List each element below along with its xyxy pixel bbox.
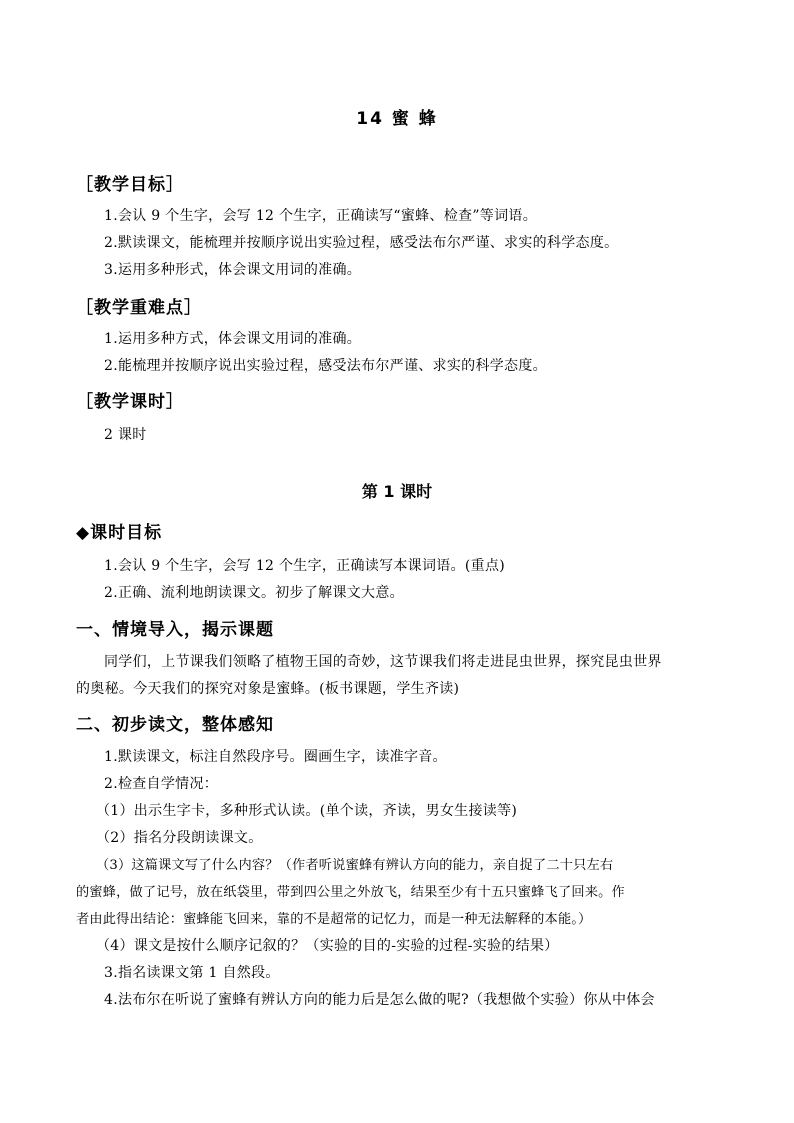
objective-item-2: 2.默读课文，能梳理并按顺序说出实验过程，感受法布尔严谨、求实的科学态度。 (104, 235, 619, 251)
section1-para-line-2: 的奥秘。今天我们的探究对象是蜜蜂。(板书课题，学生齐读) (76, 681, 460, 697)
lesson1-heading: 第 1 课时 (361, 482, 433, 501)
objective-item-3: 3.运用多种形式，体会课文用词的准确。 (104, 262, 362, 278)
key-point-item-2: 2.能梳理并按顺序说出实验过程，感受法布尔严谨、求实的科学态度。 (104, 358, 547, 374)
periods-value: 2 课时 (104, 427, 147, 443)
section2-heading: 二、初步读文，整体感知 (76, 715, 274, 735)
lesson1-goal-heading: ◆课时目标 (76, 523, 163, 543)
section2-step-1: 1.默读课文，标注自然段序号。圈画生字，读准字音。 (104, 749, 447, 765)
objectives-heading: ［教学目标］ (76, 175, 184, 195)
section1-para-line-1: 同学们，上节课我们领略了植物王国的奇妙，这节课我们将走进昆虫世界，探究昆虫世界 (104, 654, 662, 670)
periods-heading: ［教学课时］ (76, 392, 184, 412)
section2-sub-3-line-1: （3）这篇课文写了什么内容？（作者听说蜜蜂有辨认方向的能力，亲自捉了二十只左右 (96, 858, 614, 873)
key-points-heading: ［教学重难点］ (76, 298, 202, 318)
section2-sub-3-line-2: 的蜜蜂，做了记号，放在纸袋里，带到四公里之外放飞，结果至少有十五只蜜蜂飞了回来。作 (76, 885, 625, 900)
section2-sub-4: （4）课文是按什么顺序记叙的？（实验的目的-实验的过程-实验的结果） (96, 938, 559, 954)
section2-sub-3-line-3: 者由此得出结论：蜜蜂能飞回来，靠的不是超常的记忆力，而是一种无法解释的本能。） (76, 912, 592, 927)
section2-step-2: 2.检查自学情况： (104, 776, 219, 792)
objective-item-1: 1.会认 9 个生字，会写 12 个生字，正确读写“蜜蜂、检查”等词语。 (104, 208, 537, 224)
section2-step-4: 4.法布尔在听说了蜜蜂有辨认方向的能力后是怎么做的呢?（我想做个实验）你从中体会 (104, 992, 655, 1008)
lesson1-goal-1: 1.会认 9 个生字，会写 12 个生字，正确读写本课词语。(重点) (104, 558, 506, 574)
section2-sub-1: （1）出示生字卡，多种形式认读。(单个读，齐读，男女生接读等) (96, 803, 518, 819)
key-point-item-1: 1.运用多种方式，体会课文用词的准确。 (104, 331, 362, 347)
lesson-title: 14 蜜 蜂 (356, 109, 438, 129)
section2-step-3: 3.指名读课文第 1 自然段。 (104, 965, 280, 981)
section2-sub-2: （2）指名分段朗读课文。 (96, 830, 263, 846)
lesson1-goal-2: 2.正确、流利地朗读课文。初步了解课文大意。 (104, 585, 404, 601)
section1-heading: 一、情境导入，揭示课题 (76, 620, 274, 640)
